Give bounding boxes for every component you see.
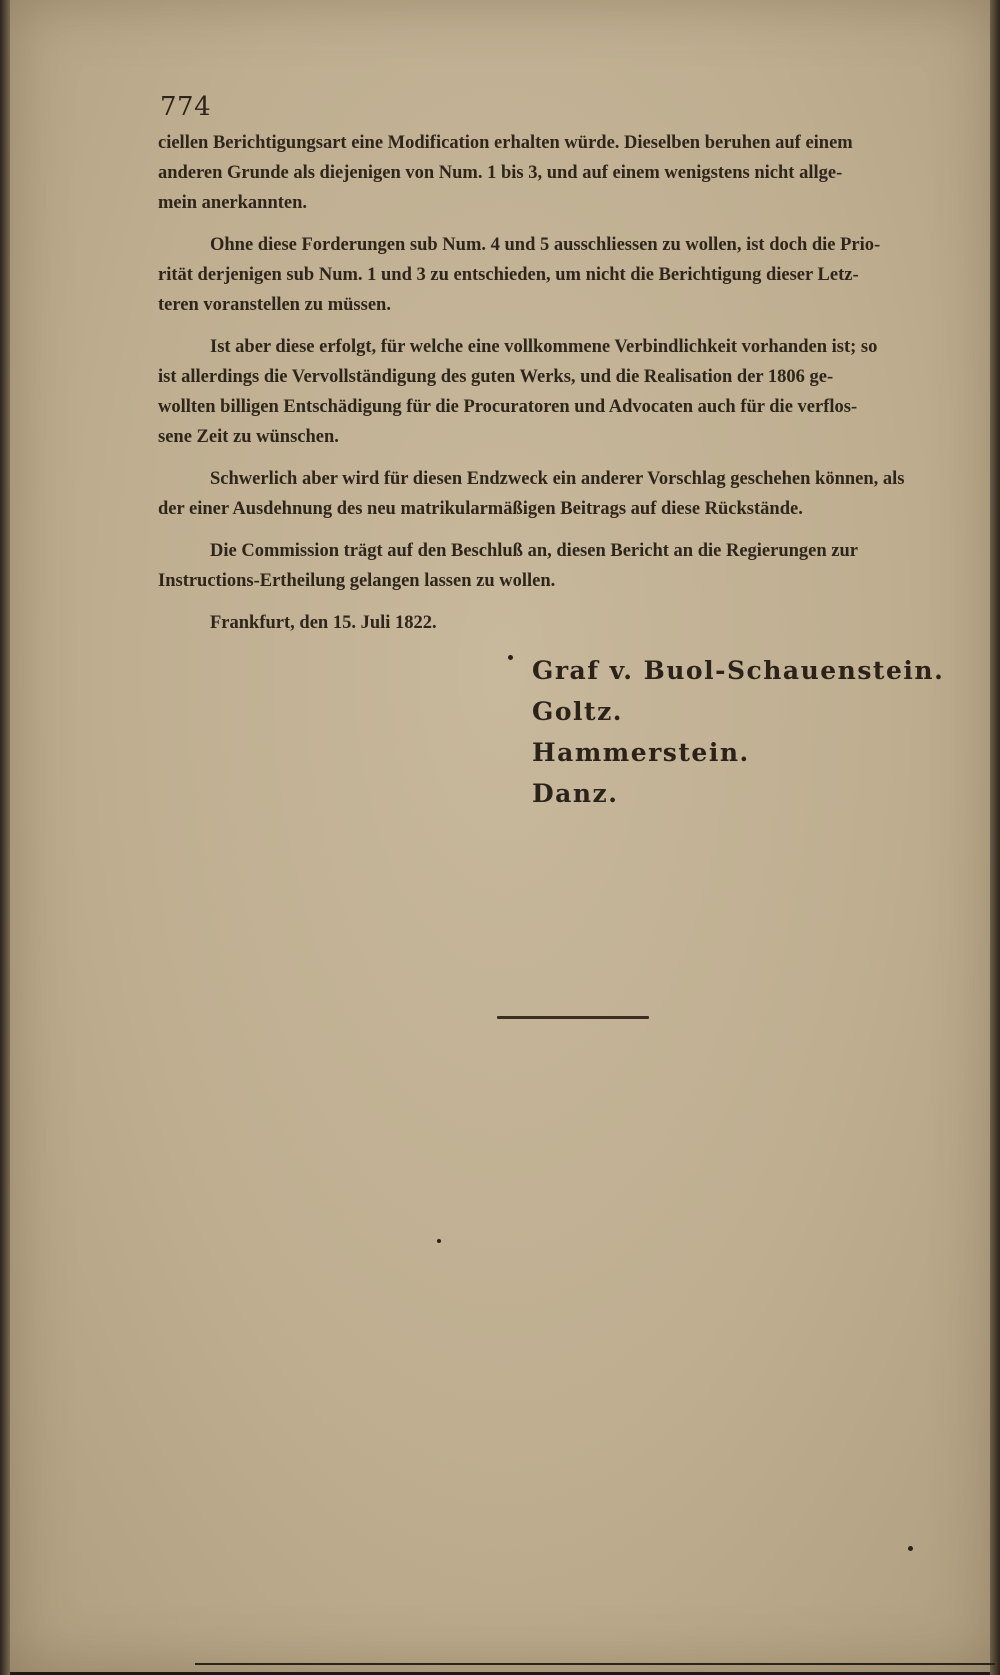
paragraph-3 [158,332,993,452]
paragraph-2 [158,230,993,320]
text-line: Ist aber diese erfolgt, für welche eine vollkommene Verbindlichkeit vorhanden ist; so [210,337,878,357]
page-number: 774 [160,92,212,122]
text-line: ist allerdings die Vervollständigung des guten Werks, und die Realisation der 1806 ge- [158,367,834,387]
paragraph-5 [158,536,993,596]
text-line: wollten billigen Entschädigung für die Procuratoren und Advocaten auch für die verflos- [158,397,858,417]
text-line: Frankfurt, den 15. Juli 1822. [210,613,437,633]
text-line: rität derjenigen sub Num. 1 und 3 zu entschieden, um nicht die Berichtigung dieser Letz- [158,265,859,285]
text-line: Schwerlich aber wird für diesen Endzweck ein anderer Vorschlag geschehen können, als [210,469,905,489]
text-line: mein anerkannten. [158,193,308,213]
signature-name: Goltz. [532,697,623,726]
text-line: Die Commission trägt auf den Beschluß an, diesen Bericht an die Regierungen zur [210,541,859,561]
signature-name: Danz. [532,779,619,808]
signature-name: Hammerstein. [532,738,750,767]
place-date-line [158,608,993,638]
ink-speck [908,1546,913,1551]
paragraph-1 [158,128,993,218]
document-body [158,128,993,638]
paragraph-4 [158,464,993,524]
closing-rule [497,1016,649,1019]
text-line: anderen Grunde als diejenigen von Num. 1 bis 3, und auf einem wenigstens nicht allge- [158,163,843,183]
signature-block [532,650,944,814]
signature-name: Graf v. Buol-Schauenstein. [532,656,945,685]
text-line: Ohne diese Forderungen sub Num. 4 und 5 ausschliessen zu wollen, ist doch die Prio- [210,235,881,255]
text-line: sene Zeit zu wünschen. [158,427,339,447]
ink-speck [437,1239,441,1243]
text-line: teren voranstellen zu müssen. [158,295,391,315]
text-line: ciellen Berichtigungsart eine Modification erhalten würde. Dieselben beruhen auf einem [158,133,853,153]
bottom-edge-line [195,1663,995,1665]
text-line: der einer Ausdehnung des neu matrikularmäßigen Beitrags auf diese Rückstände. [158,499,803,519]
ink-speck [508,655,513,660]
left-binding-shadow [0,0,10,1675]
text-line: Instructions-Ertheilung gelangen lassen zu wollen. [158,571,556,591]
